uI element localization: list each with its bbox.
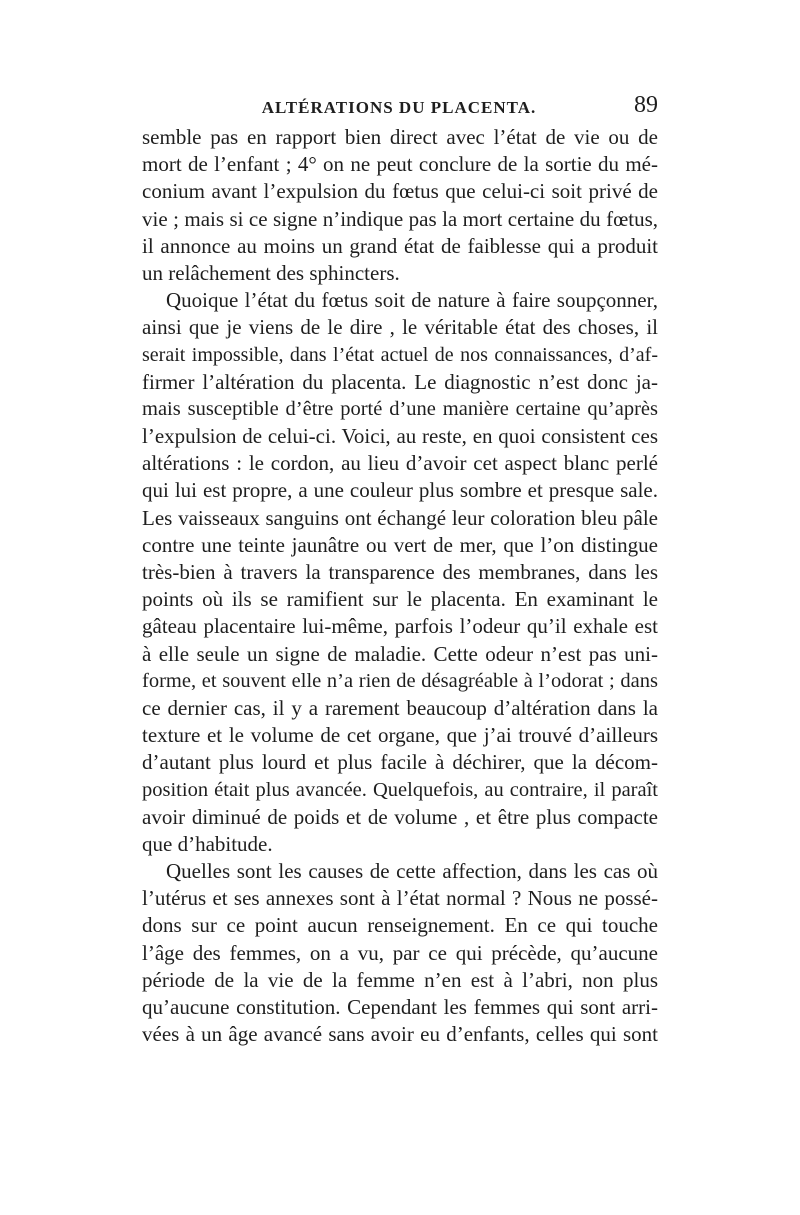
text-line: qui lui est propre, a une couleur plus sombre et presque sale. bbox=[142, 478, 658, 503]
text-line: il annonce au moins un grand état de faiblesse qui a produit bbox=[142, 233, 658, 258]
text-line: gâteau placentaire lui-même, parfois l’odeur qu’il exhale est bbox=[142, 614, 658, 639]
text-line: Les vaisseaux sanguins ont échangé leur coloration bleu pâle bbox=[142, 505, 658, 530]
text-line: conium avant l’expulsion du fœtus que celui-ci soit privé de bbox=[142, 179, 658, 204]
text-line: texture et le volume de cet organe, que j’ai trouvé d’ailleurs bbox=[142, 723, 658, 748]
text-line: qu’aucune constitution. Cependant les femmes qui sont arri- bbox=[142, 995, 658, 1019]
text-line: contre une teinte jaunâtre ou vert de mer, que l’on distingue bbox=[142, 532, 658, 557]
page-number: 89 bbox=[634, 92, 658, 118]
body-text bbox=[142, 124, 658, 1048]
text-line: forme, et souvent elle n’a rien de désagréable à l’odorat ; dans bbox=[142, 669, 658, 692]
text-line: firmer l’altération du placenta. Le diagnostic n’est donc ja- bbox=[142, 369, 658, 394]
text-line: très-bien à travers la transparence des membranes, dans les bbox=[142, 560, 658, 584]
text-line: mort de l’enfant ; 4° on ne peut conclure de la sortie du mé- bbox=[142, 152, 658, 177]
text-line: semble pas en rapport bien direct avec l’état de vie ou de bbox=[142, 125, 658, 149]
running-head bbox=[140, 92, 658, 122]
text-line: mais susceptible d’être porté d’une manière certaine qu’après bbox=[142, 397, 658, 420]
text-line: ce dernier cas, il y a rarement beaucoup d’altération dans la bbox=[142, 695, 658, 720]
text-line: avoir diminué de poids et de volume , et être plus compacte bbox=[142, 804, 658, 829]
text-line: l’âge des femmes, on a vu, par ce qui précède, qu’aucune bbox=[142, 940, 658, 965]
text-line: Quoique l’état du fœtus soit de nature à faire soupçonner, bbox=[166, 288, 658, 313]
text-line: l’expulsion de celui-ci. Voici, au reste, en quoi consistent ces bbox=[142, 424, 658, 449]
text-line: dons sur ce point aucun renseignement. En ce qui touche bbox=[142, 913, 658, 938]
text-line: position était plus avancée. Quelquefois, au contraire, il paraît bbox=[142, 778, 658, 801]
text-line: période de la vie de la femme n’en est à l’abri, non plus bbox=[142, 967, 658, 992]
text-line: d’autant plus lourd et plus facile à déchirer, que la décom- bbox=[142, 750, 658, 775]
text-line: l’utérus et ses annexes sont à l’état normal ? Nous ne possé- bbox=[142, 886, 658, 911]
text-line: altérations : le cordon, au lieu d’avoir cet aspect blanc perlé bbox=[142, 451, 658, 476]
running-title: ALTÉRATIONS DU PLACENTA. bbox=[261, 98, 537, 117]
text-line: serait impossible, dans l’état actuel de nos connaissances, d’af- bbox=[142, 343, 658, 366]
text-line: vées à un âge avancé sans avoir eu d’enfants, celles qui sont bbox=[142, 1022, 658, 1047]
text-line: Quelles sont les causes de cette affection, dans les cas où bbox=[166, 859, 658, 884]
text-line: un relâchement des sphincters. bbox=[142, 260, 400, 285]
text-line: vie ; mais si ce signe n’indique pas la mort certaine du fœtus, bbox=[142, 206, 658, 231]
text-line: à elle seule un signe de maladie. Cette odeur n’est pas uni- bbox=[142, 641, 658, 666]
text-line: ainsi que je viens de le dire , le véritable état des choses, il bbox=[142, 315, 658, 340]
text-line: que d’habitude. bbox=[142, 831, 273, 856]
text-line: points où ils se ramifient sur le placenta. En examinant le bbox=[142, 587, 658, 612]
